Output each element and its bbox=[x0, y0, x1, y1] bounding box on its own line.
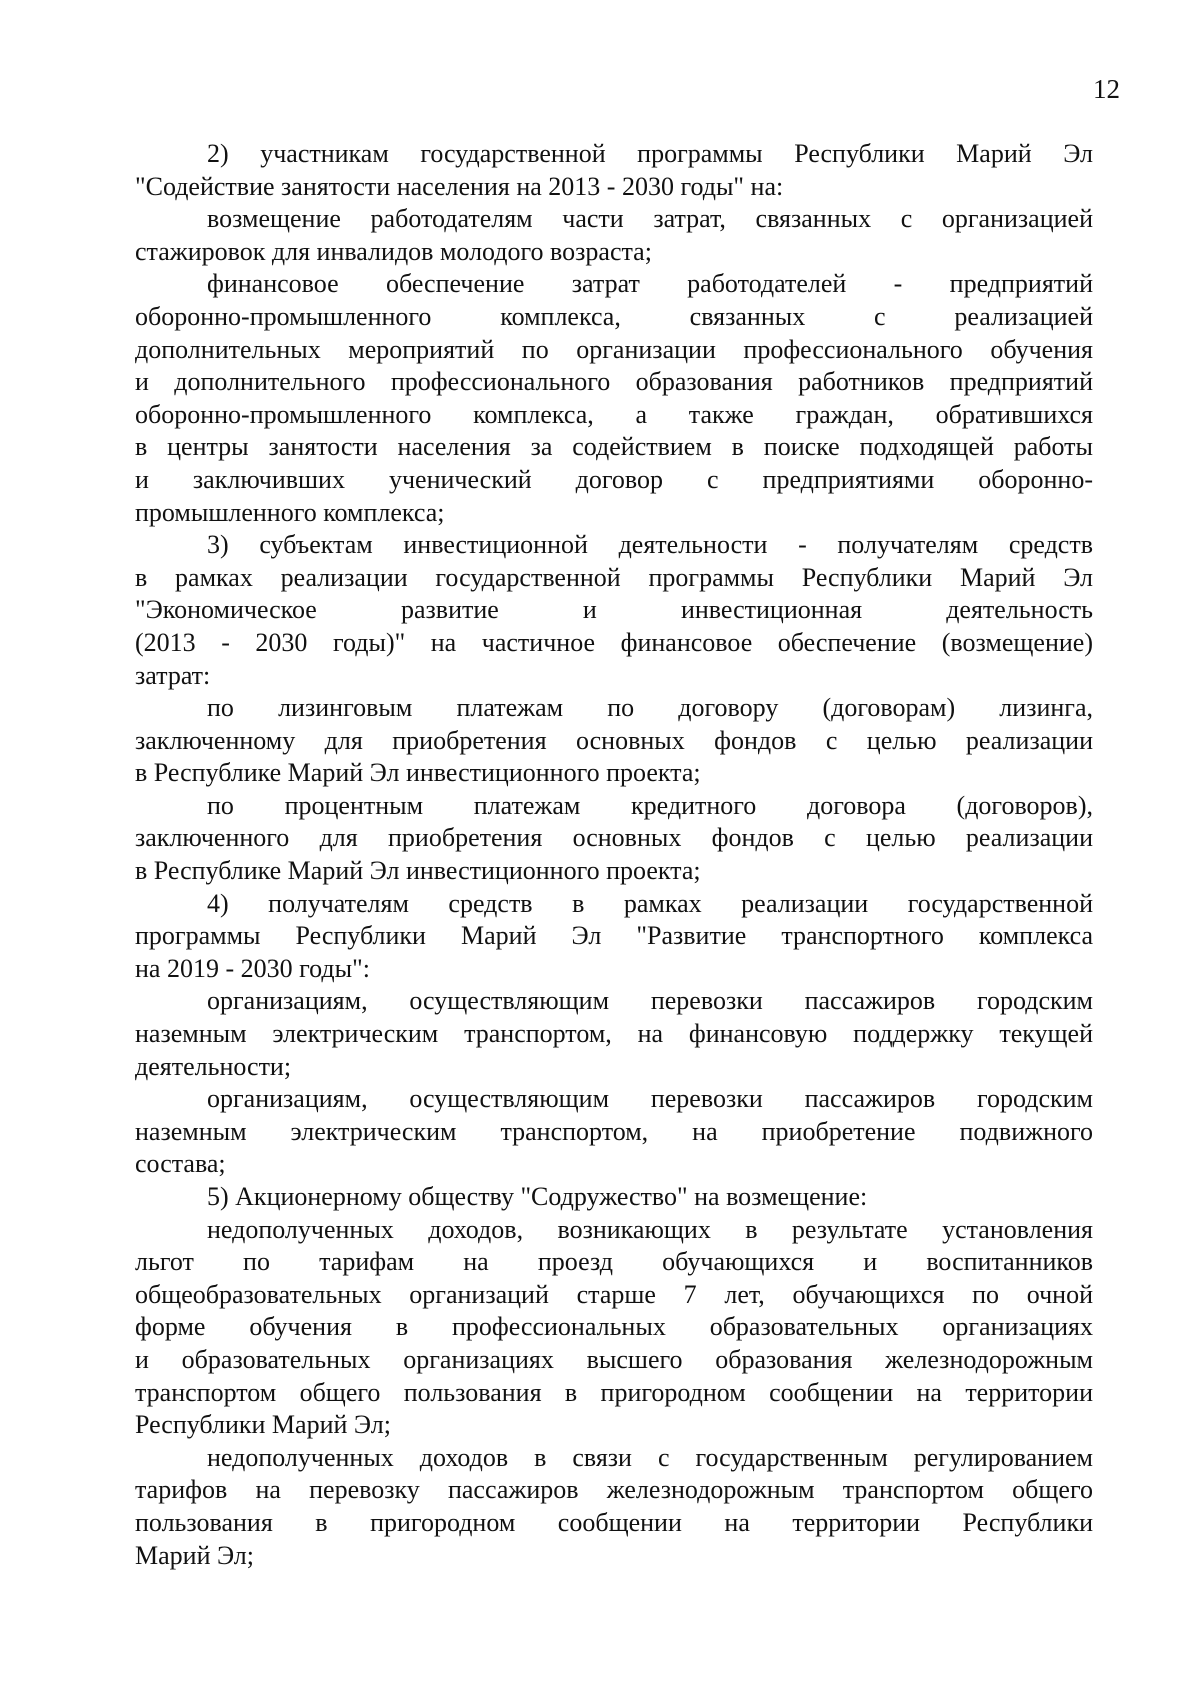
text-line: финансовое обеспечение затрат работодателей - предприятий bbox=[207, 269, 1093, 299]
text-line: оборонно-промышленного комплекса, связанных с реализацией bbox=[135, 301, 1093, 331]
text-line: дополнительных мероприятий по организации профессионального обучения bbox=[135, 334, 1093, 364]
text-line: и дополнительного профессионального образования работников предприятий bbox=[135, 367, 1093, 397]
text-line: организациям, осуществляющим перевозки пассажиров городским bbox=[207, 1084, 1093, 1114]
text-line: пользования в пригородном сообщении на территории Республики bbox=[135, 1507, 1093, 1537]
text-line: "Содействие занятости населения на 2013 - 2030 годы" на: bbox=[135, 171, 784, 201]
text-line: в Республике Марий Эл инвестиционного проекта; bbox=[135, 758, 701, 788]
text-line: недополученных доходов, возникающих в результате установления bbox=[207, 1214, 1093, 1244]
text-line: по процентным платежам кредитного договора (договоров), bbox=[207, 790, 1093, 820]
text-line: программы Республики Марий Эл "Развитие транспортного комплекса bbox=[135, 921, 1093, 951]
text-line: в рамках реализации государственной программы Республики Марий Эл bbox=[135, 562, 1093, 592]
text-line: форме обучения в профессиональных образовательных организациях bbox=[135, 1312, 1093, 1342]
text-line: наземным электрическим транспортом, на приобретение подвижного bbox=[135, 1116, 1093, 1146]
text-line: стажировок для инвалидов молодого возраста; bbox=[135, 236, 652, 266]
text-line: состава; bbox=[135, 1149, 226, 1179]
text-line: возмещение работодателям части затрат, связанных с организацией bbox=[207, 204, 1093, 234]
text-line: деятельности; bbox=[135, 1051, 292, 1081]
text-line: заключенному для приобретения основных фондов с целью реализации bbox=[135, 725, 1093, 755]
text-line: по лизинговым платежам по договору (договорам) лизинга, bbox=[207, 693, 1093, 723]
text-line: 3) субъектам инвестиционной деятельности - получателям средств bbox=[207, 530, 1093, 560]
text-line: затрат: bbox=[135, 660, 211, 690]
text-line: Марий Эл; bbox=[135, 1540, 255, 1570]
text-line: и заключивших ученический договор с предприятиями оборонно- bbox=[135, 464, 1093, 494]
text-line: наземным электрическим транспортом, на финансовую поддержку текущей bbox=[135, 1019, 1093, 1049]
text-line: 5) Акционерному обществу "Содружество" на возмещение: bbox=[207, 1182, 868, 1211]
page-number: 12 bbox=[1093, 74, 1120, 104]
text-line: общеобразовательных организаций старше 7 лет, обучающихся по очной bbox=[135, 1279, 1093, 1309]
text-line: Республики Марий Эл; bbox=[135, 1410, 391, 1440]
text-line: на 2019 - 2030 годы": bbox=[135, 953, 370, 983]
document-body bbox=[135, 138, 1093, 1572]
text-line: промышленного комплекса; bbox=[135, 497, 445, 527]
text-line: в центры занятости населения за содействием в поиске подходящей работы bbox=[135, 432, 1093, 462]
text-line: в Республике Марий Эл инвестиционного проекта; bbox=[135, 856, 701, 886]
text-line: 2) участникам государственной программы Республики Марий Эл bbox=[207, 139, 1093, 168]
text-line: и образовательных организациях высшего образования железнодорожным bbox=[135, 1344, 1093, 1374]
text-line: оборонно-промышленного комплекса, а также граждан, обратившихся bbox=[135, 399, 1093, 429]
text-line: транспортом общего пользования в пригородном сообщении на территории bbox=[135, 1377, 1093, 1407]
text-line: недополученных доходов в связи с государственным регулированием bbox=[207, 1442, 1093, 1472]
text-line: тарифов на перевозку пассажиров железнодорожным транспортом общего bbox=[135, 1475, 1093, 1505]
text-line: организациям, осуществляющим перевозки пассажиров городским bbox=[207, 986, 1093, 1016]
text-line: заключенного для приобретения основных фондов с целью реализации bbox=[135, 823, 1093, 853]
text-line: (2013 - 2030 годы)" на частичное финансовое обеспечение (возмещение) bbox=[135, 627, 1093, 657]
text-line: льгот по тарифам на проезд обучающихся и воспитанников bbox=[135, 1247, 1093, 1277]
text-line: "Экономическое развитие и инвестиционная деятельность bbox=[135, 595, 1093, 625]
text-line: 4) получателям средств в рамках реализации государственной bbox=[207, 888, 1093, 918]
